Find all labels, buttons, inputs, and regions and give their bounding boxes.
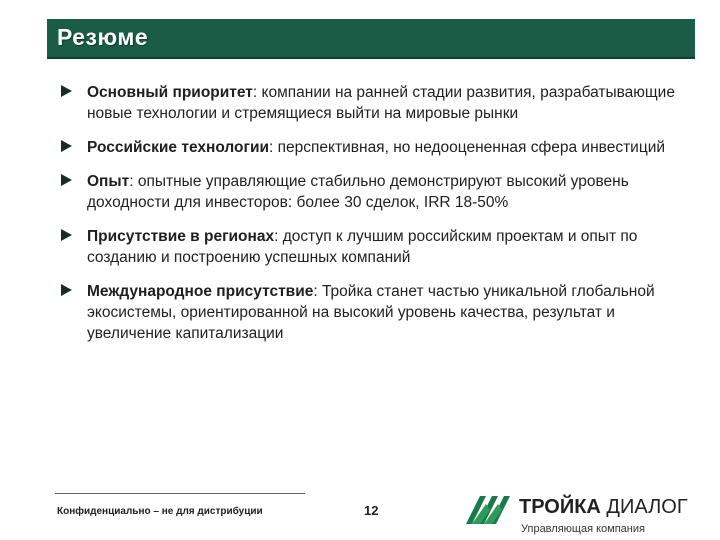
bullet-text	[87, 226, 681, 268]
footer-divider	[55, 493, 305, 494]
logo-name-bold: ТРОЙКА	[519, 496, 601, 518]
bullet-body: : компании на ранней стадии развития, разрабатывающие новые технологии и стремящиеся выйти на мировые рынки	[87, 84, 675, 122]
bullet-text	[87, 171, 681, 213]
bullet-lead: Международное присутствие	[87, 283, 314, 300]
slide-title: Резюме	[57, 24, 149, 50]
title-bar	[47, 19, 695, 59]
bullet-item	[61, 137, 681, 158]
bullet-list	[61, 82, 681, 357]
bullet-arrow-icon	[61, 174, 72, 186]
logo-name	[519, 496, 688, 519]
page-number: 12	[364, 503, 379, 518]
confidential-notice: Конфиденциально – не для дистрибуции	[57, 506, 263, 517]
bullet-lead: Опыт	[87, 173, 130, 190]
troika-logo-icon	[464, 490, 514, 526]
bullet-item	[61, 171, 681, 213]
bullet-lead: Присутствие в регионах	[87, 228, 275, 245]
logo-subtitle: Управляющая компания	[521, 523, 645, 535]
company-logo	[464, 490, 704, 538]
bullet-body: : Тройка станет частью уникальной глобальной экосистемы, ориентированной на высокий уровень качества, результат и увеличение капитализации	[87, 283, 655, 342]
bullet-arrow-icon	[61, 284, 72, 296]
bullet-lead: Российские технологии	[87, 139, 270, 156]
bullet-body: : перспективная, но недооцененная сфера инвестиций	[269, 139, 666, 156]
bullet-body: : опытные управляющие стабильно демонстрируют высокий уровень доходности для инвесторов: более 30 сделок, IRR 18-50%	[87, 173, 629, 211]
bullet-body: : доступ к лучшим российским проектам и опыт по созданию и построению успешных компаний	[87, 228, 638, 266]
bullet-arrow-icon	[61, 85, 72, 97]
bullet-item	[61, 226, 681, 268]
logo-name-regular: ДИАЛОГ	[600, 496, 688, 518]
bullet-text	[87, 137, 681, 158]
bullet-item	[61, 82, 681, 124]
bullet-item	[61, 281, 681, 344]
bullet-text	[87, 82, 681, 124]
bullet-arrow-icon	[61, 229, 72, 241]
bullet-arrow-icon	[61, 140, 72, 152]
bullet-lead: Основный приоритет	[87, 84, 253, 101]
bullet-text	[87, 281, 681, 344]
